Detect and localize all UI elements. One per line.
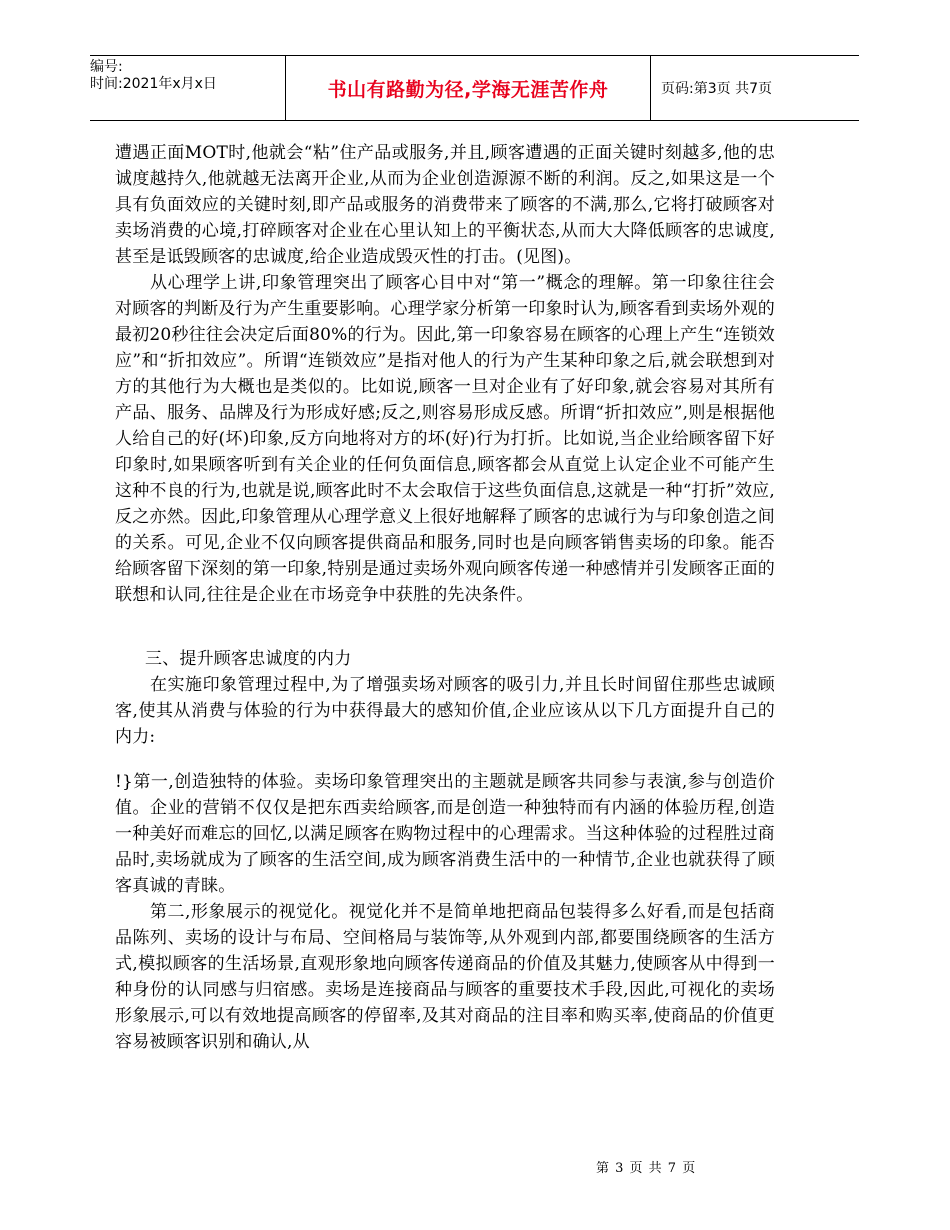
paragraph-second-point: 第二,形象展示的视觉化。视觉化并不是简单地把商品包装得多么好看,而是包括商品陈列、卖场的设计与布局、空间格局与装饰等,从外观到内部,都要围绕顾客的生活方式,模拟顾客的生活场景,直观形象地向顾客传递商品的价值及其魅力,使顾客从中得到一种身份的认同感与归宿感。卖场是连接商品与顾客的重要技术手段,因此,可视化的卖场形象展示,可以有效地提高顾客的停留率,及其对商品的注目率和购买率,使商品的价值更容易被顾客识别和确认,从 bbox=[115, 902, 775, 1052]
header-motto: 书山有路勤为径,学海无涯苦作舟 bbox=[285, 56, 651, 120]
section-heading: 三、提升顾客忠诚度的内力 bbox=[145, 649, 352, 669]
paragraph-mot: 遭遇正面MOT时,他就会“粘”住产品或服务,并且,顾客遭遇的正面关键时刻越多,他的忠诚度越持久,他就越无法离开企业,从而为企业创造源源不断的利润。反之,如果这是一个具有负面效应的关键时刻,即产品或服务的消费带来了顾客的不满,那么,它将打破顾客对卖场消费的心境,打碎顾客对企业在心里认知上的平衡状态,从而大大降低顾客的忠诚度,甚至是诋毁顾客的忠诚度,给企业造成毁灭性的打击。(见图)。 bbox=[115, 143, 775, 267]
header-page-info: 页码:第3页 共7页 bbox=[661, 81, 772, 97]
document-date: 时间:2021年x月x日 bbox=[90, 76, 217, 92]
page-footer: 第 3 页 共 7 页 bbox=[596, 1161, 697, 1176]
paragraph-first-point: !}第一,创造独特的体验。卖场印象管理突出的主题就是顾客共同参与表演,参与创造价值。企业的营销不仅仅是把东西卖给顾客,而是创造一种独特而有内涵的体验历程,创造一种美好而难忘的回忆,以满足顾客在购物过程中的心理需求。当这种体验的过程胜过商品时,卖场就成为了顾客的生活空间,成为顾客消费生活中的一种情节,企业也就获得了顾客真诚的青睐。 bbox=[115, 772, 775, 896]
document-body bbox=[115, 140, 775, 1055]
paragraph-psychology: 从心理学上讲,印象管理突出了顾客心目中对“第一”概念的理解。第一印象往往会对顾客的判断及行为产生重要影响。心理学家分析第一印象时认为,顾客看到卖场外观的最初20秒往往会决定后面80%的行为。因此,第一印象容易在顾客的心理上产生“连锁效应”和“折扣效应”。所谓“连锁效应”是指对他人的行为产生某种印象之后,就会联想到对方的其他行为大概也是类似的。比如说,顾客一旦对企业有了好印象,就会容易对其所有产品、服务、品牌及行为形成好感;反之,则容易形成反感。所谓“折扣效应”,则是根据他人给自己的好(坏)印象,反方向地将对方的坏(好)行为打折。比如说,当企业给顾客留下好印象时,如果顾客听到有关企业的任何负面信息,顾客都会从直觉上认定企业不可能产生这种不良的行为,也就是说,顾客此时不太会取信于这些负面信息,这就是一种“打折”效应,反之亦然。因此,印象管理从心理学意义上很好地解释了顾客的忠诚行为与印象创造之间的关系。可见,企业不仅向顾客提供商品和服务,同时也是向顾客销售卖场的印象。能否给顾客留下深刻的第一印象,特别是通过卖场外观向顾客传递一种感情并引发顾客正面的联想和认同,往往是企业在市场竞争中获胜的先决条件。 bbox=[115, 273, 775, 605]
paragraph-intro: 在实施印象管理过程中,为了增强卖场对顾客的吸引力,并且长时间留住那些忠诚顾客,使其从消费与体验的行为中获得最大的感知价值,企业应该从以下几方面提升自己的内力: bbox=[115, 675, 775, 747]
header-meta bbox=[90, 56, 285, 120]
document-number-label: 编号: bbox=[90, 59, 123, 75]
page-header bbox=[90, 55, 859, 121]
